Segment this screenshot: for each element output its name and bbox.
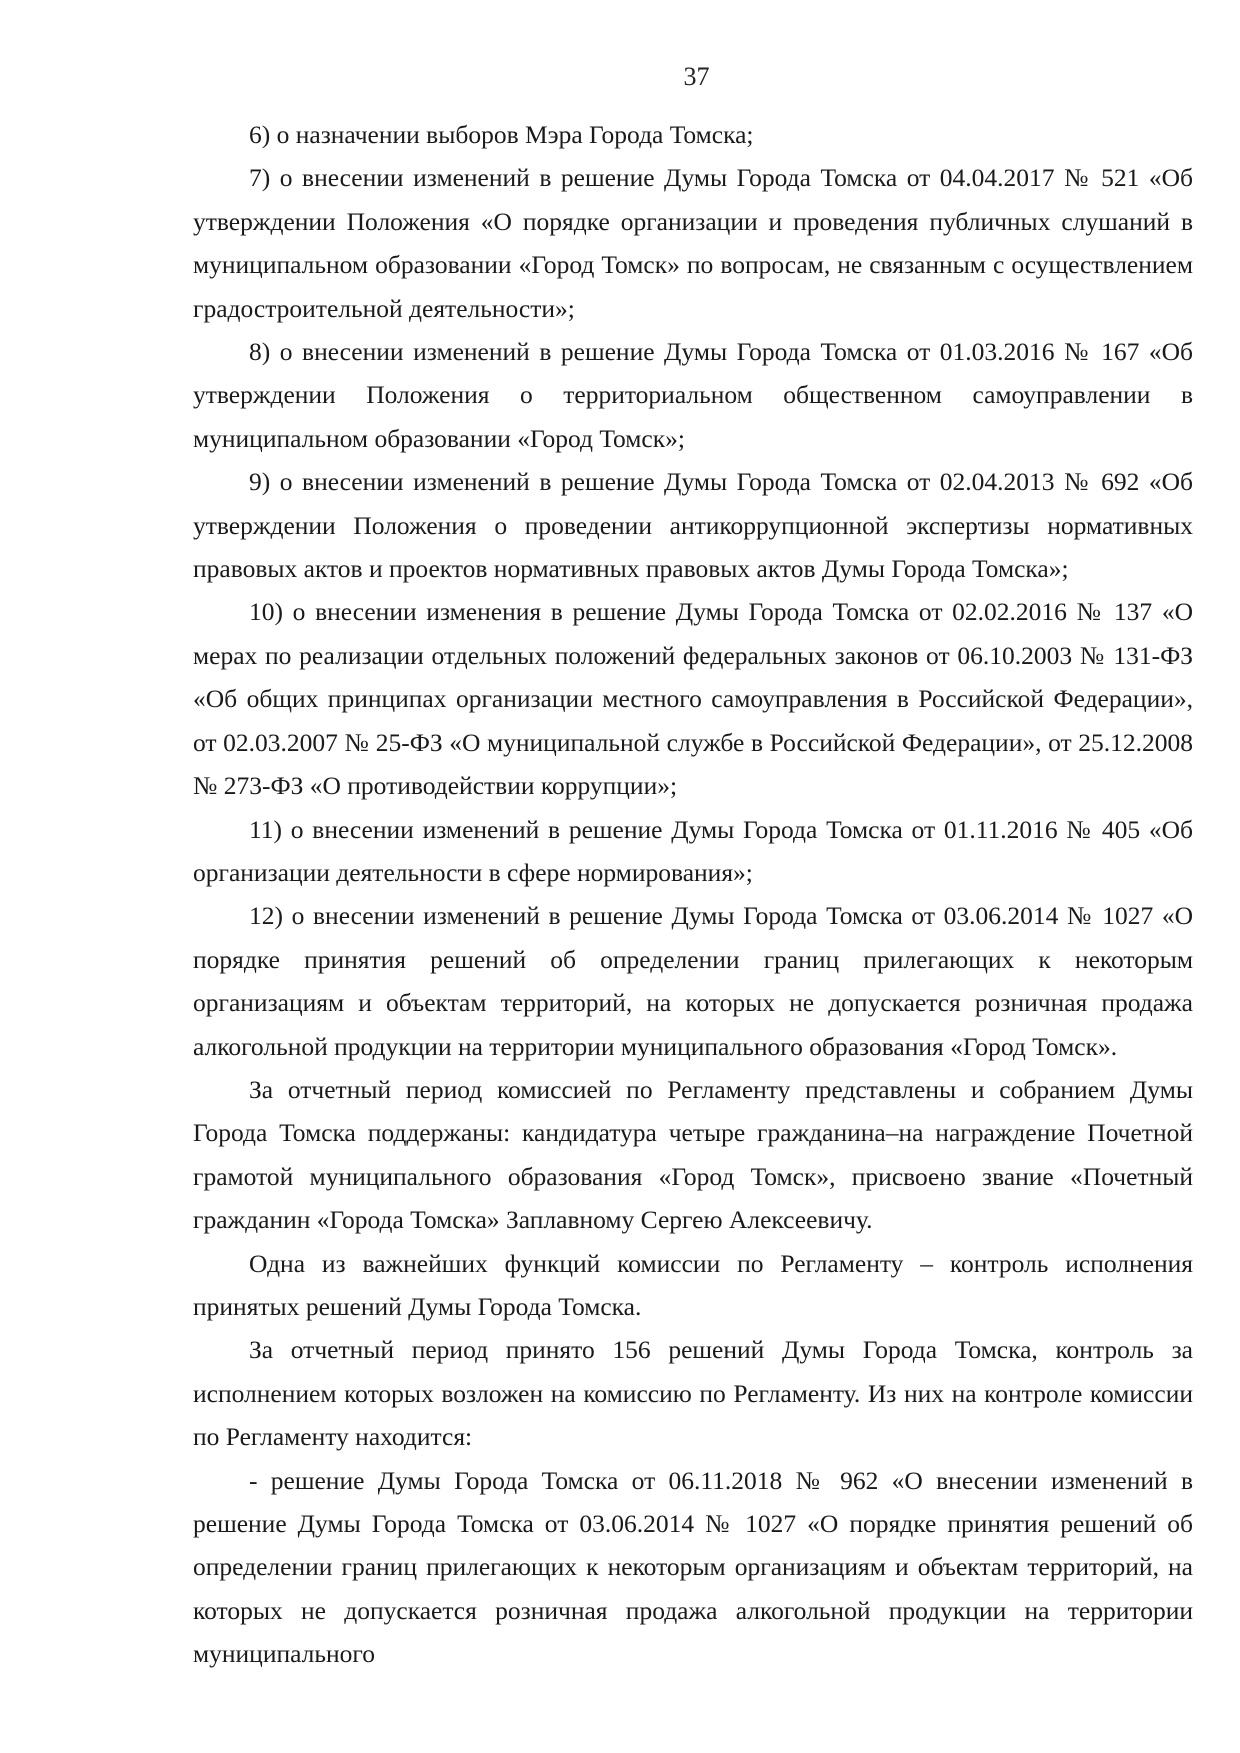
list-item-12: 12) о внесении изменений в решение Думы Города Томска от 03.06.2014 № 1027 «О порядке принятия решений об определении границ прилегающих к некоторым организациям и объектам территорий, на которых не допускается розничная продажа алкогольной продукции на территории муниципального образования «Город Томск».: [193, 901, 1193, 1061]
paragraph-decision-962: - решение Думы Города Томска от 06.11.2018 № 962 «О внесении изменений в решение Думы Города Томска от 03.06.2014 № 1027 «О порядке принятия решений об определении границ прилегающих к некоторым организациям и объектам территорий, на которых не допускается розничная продажа алкогольной продукции на территории муниципального: [193, 1465, 1193, 1669]
paragraph-decisions-count: За отчетный период принято 156 решений Думы Города Томска, контроль за исполнением которых возложен на комиссию по Регламенту. Из них на контроле комиссии по Регламенту находится:: [193, 1335, 1193, 1452]
list-item-8: 8) о внесении изменений в решение Думы Города Томска от 01.03.2016 № 167 «Об утверждении Положения о территориальном общественном самоуправлении в муниципальном образовании «Город Томск»;: [193, 337, 1193, 453]
paragraph-control-function: Одна из важнейших функций комиссии по Регламенту – контроль исполнения принятых решений Думы Города Томска.: [193, 1248, 1193, 1321]
list-item-7: 7) о внесении изменений в решение Думы Города Томска от 04.04.2017 № 521 «Об утверждении Положения «О порядке организации и проведения публичных слушаний в муниципальном образовании «Город Томск» по вопросам, не связанным с осуществлением градостроительной деятельности»;: [193, 163, 1193, 323]
list-item-11: 11) о внесении изменений в решение Думы Города Томска от 01.11.2016 № 405 «Об организации деятельности в сфере нормирования»;: [193, 814, 1193, 887]
list-item-10: 10) о внесении изменения в решение Думы Города Томска от 02.02.2016 № 137 «О мерах по реализации отдельных положений федеральных законов от 06.10.2003 № 131-ФЗ «Об общих принципах организации местного самоуправления в Российской Федерации», от 02.03.2007 № 25-ФЗ «О муниципальной службе в Российской Федерации», от 25.12.2008 № 273-ФЗ «О противодействии коррупции»;: [193, 597, 1193, 801]
page-number: 37: [683, 62, 710, 91]
list-item-6: 6) о назначении выборов Мэра Города Томска;: [249, 120, 754, 149]
list-item-9: 9) о внесении изменений в решение Думы Города Томска от 02.04.2013 № 692 «Об утверждении Положения о проведении антикоррупционной экспертизы нормативных правовых актов и проектов нормативных правовых актов Думы Города Томска»;: [193, 467, 1193, 584]
paragraph-awards: За отчетный период комиссией по Регламенту представлены и собранием Думы Города Томска поддержаны: кандидатура четыре гражданина–на награждение Почетной грамотой муниципального образования «Город Томск», присвоено звание «Почетный гражданин «Города Томска» Заплавному Сергею Алексеевичу.: [193, 1074, 1193, 1235]
document-body: [193, 113, 1193, 1676]
